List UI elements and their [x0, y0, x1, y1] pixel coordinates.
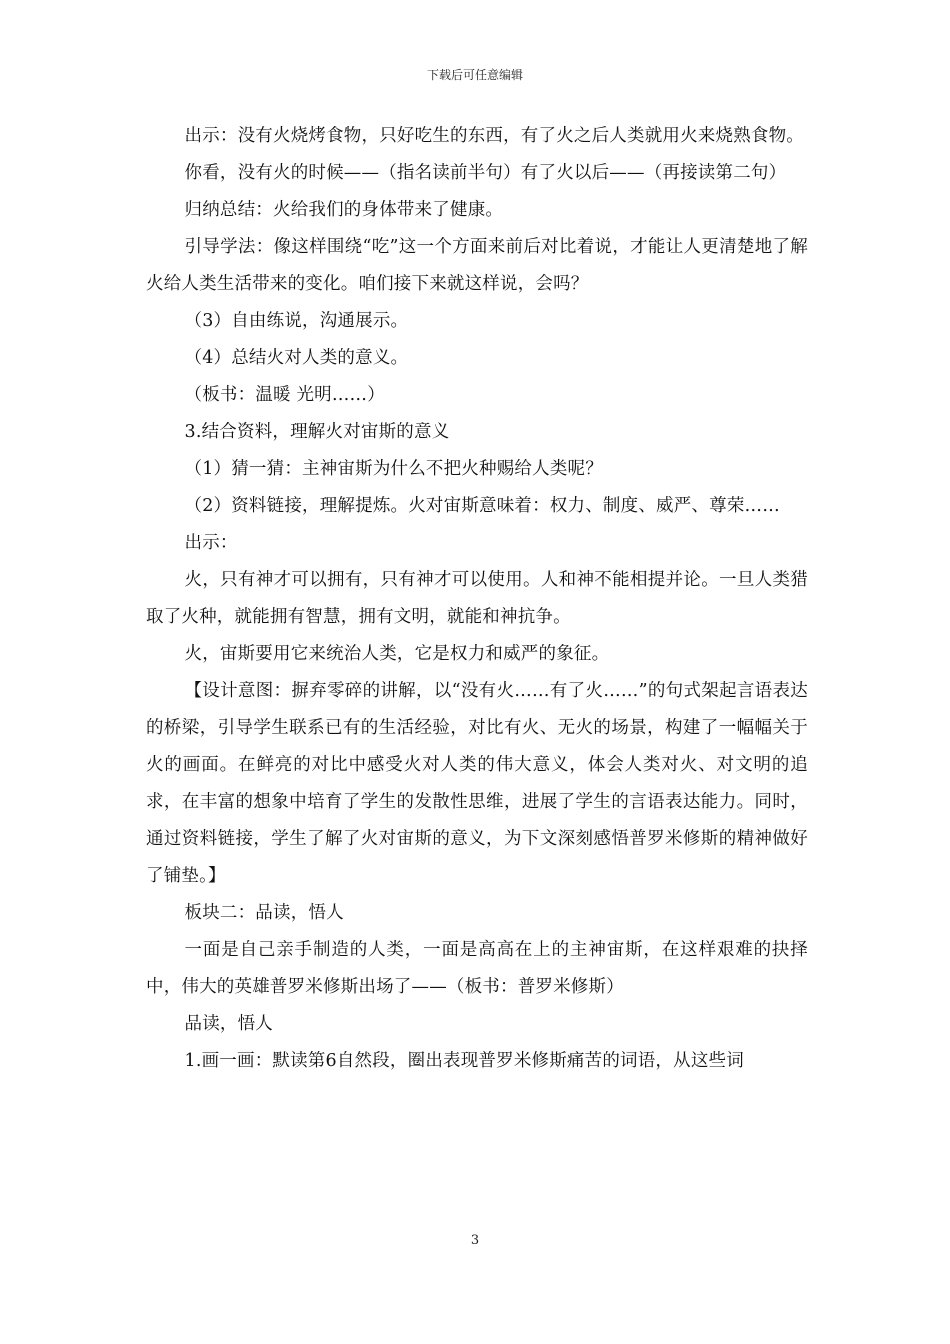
paragraph: 归纳总结：火给我们的身体带来了健康。	[184, 200, 504, 220]
page-header: 下载后可任意编辑	[426, 68, 523, 82]
paragraph: 你看，没有火的时候——（指名读前半句）有了火以后——（再接读第二句）	[184, 163, 787, 183]
paragraph: 引导学法：像这样围绕“吃”这一个方面来前后对比着说，才能让人更清楚地了解火给人类生活带来的变化。咱们接下来就这样说，会吗？	[146, 237, 808, 294]
paragraph: 出示：没有火烧烤食物，只好吃生的东西，有了火之后人类就用火来烧熟食物。	[184, 126, 804, 146]
page-number: 3	[470, 1233, 480, 1248]
document-body	[146, 118, 808, 1080]
paragraph: 一面是自己亲手制造的人类，一面是高高在上的主神宙斯，在这样艰难的抉择中，伟大的英雄普罗米修斯出场了——（板书：普罗米修斯）	[146, 940, 808, 997]
section-heading: 板块二：品读，悟人	[184, 903, 344, 923]
paragraph: （4）总结火对人类的意义。	[184, 348, 409, 368]
paragraph: （板书：温暖 光明……）	[184, 385, 385, 405]
quote-paragraph: 火，宙斯要用它来统治人类，它是权力和威严的象征。	[184, 644, 610, 664]
paragraph: 1.画一画：默读第6自然段，圈出表现普罗米修斯痛苦的词语，从这些词	[184, 1051, 744, 1071]
paragraph: （2）资料链接，理解提炼。火对宙斯意味着：权力、制度、威严、尊荣……	[184, 496, 780, 516]
design-intent-paragraph: 【设计意图：摒弃零碎的讲解，以“没有火……有了火……”的句式架起言语表达的桥梁，引导学生联系已有的生活经验，对比有火、无火的场景，构建了一幅幅关于火的画面。在鲜亮的对比中感受火对人类的伟大意义，体会人类对火、对文明的追求，在丰富的想象中培育了学生的发散性思维，进展了学生的言语表达能力。同时，通过资料链接，学生了解了火对宙斯的意义，为下文深刻感悟普罗米修斯的精神做好了铺垫。】	[146, 681, 808, 886]
section-heading: 3.结合资料，理解火对宙斯的意义	[184, 422, 450, 442]
paragraph: （1）猜一猜：主神宙斯为什么不把火种赐给人类呢？	[184, 459, 603, 479]
quote-paragraph: 火，只有神才可以拥有，只有神才可以使用。人和神不能相提并论。一旦人类猎取了火种，就能拥有智慧，拥有文明，就能和神抗争。	[146, 570, 808, 627]
section-heading: 品读，悟人	[184, 1014, 273, 1034]
paragraph: 出示：	[184, 533, 238, 553]
paragraph: （3）自由练说，沟通展示。	[184, 311, 409, 331]
